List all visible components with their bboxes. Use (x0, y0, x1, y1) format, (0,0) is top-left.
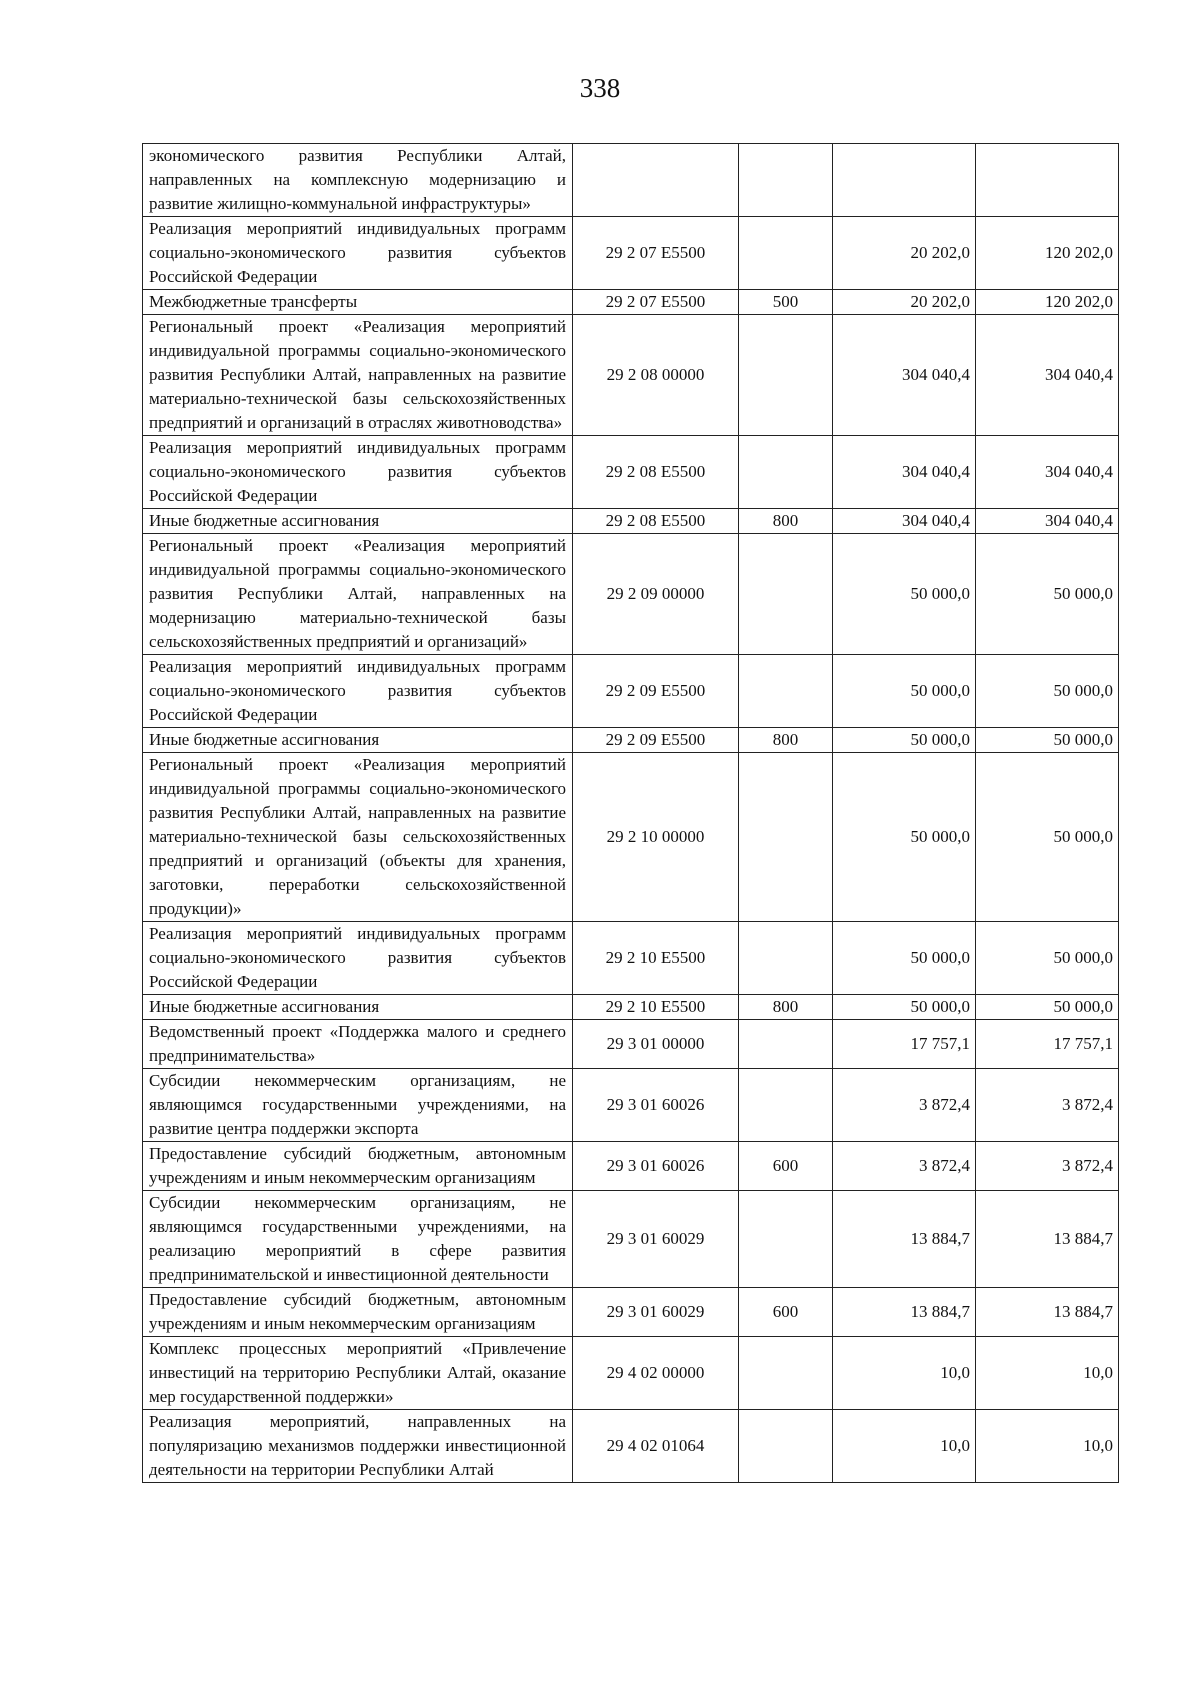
row-code-cell: 29 2 08 E5500 (573, 436, 739, 509)
row-amount-year1-cell: 3 872,4 (833, 1142, 976, 1191)
row-amount-year2-cell: 50 000,0 (976, 534, 1119, 655)
row-expense-type-cell: 800 (739, 995, 833, 1020)
row-amount-year2-cell: 304 040,4 (976, 436, 1119, 509)
row-code-cell: 29 4 02 00000 (573, 1337, 739, 1410)
row-name-cell: экономического развития Республики Алтай, направленных на комплексную модернизацию и развитие жилищно-коммунальной инфраструктуры» (143, 144, 573, 217)
row-name-cell: Предоставление субсидий бюджетным, автономным учреждениям и иным некоммерческим организациям (143, 1142, 573, 1191)
row-expense-type-cell (739, 1410, 833, 1483)
table-row (143, 1020, 1119, 1069)
row-name-cell: Реализация мероприятий индивидуальных программ социально-экономического развития субъектов Российской Федерации (143, 922, 573, 995)
row-expense-type-cell (739, 753, 833, 922)
row-name-cell: Субсидии некоммерческим организациям, не являющимся государственными учреждениями, на развитие центра поддержки экспорта (143, 1069, 573, 1142)
row-amount-year2-cell: 50 000,0 (976, 753, 1119, 922)
row-code-cell: 29 3 01 60026 (573, 1142, 739, 1191)
row-expense-type-cell (739, 534, 833, 655)
row-name-cell: Реализация мероприятий, направленных на популяризацию механизмов поддержки инвестиционной деятельности на территории Республики Алтай (143, 1410, 573, 1483)
row-amount-year1-cell: 50 000,0 (833, 922, 976, 995)
budget-table (142, 143, 1119, 1483)
row-name-cell: Реализация мероприятий индивидуальных программ социально-экономического развития субъектов Российской Федерации (143, 655, 573, 728)
row-name-cell: Субсидии некоммерческим организациям, не являющимся государственными учреждениями, на реализацию мероприятий в сфере развития предпринимательской и инвестиционной деятельности (143, 1191, 573, 1288)
row-code-cell: 29 3 01 60026 (573, 1069, 739, 1142)
row-amount-year1-cell: 20 202,0 (833, 290, 976, 315)
row-code-cell: 29 2 07 E5500 (573, 290, 739, 315)
row-expense-type-cell (739, 217, 833, 290)
row-name-cell: Региональный проект «Реализация мероприятий индивидуальной программы социально-экономического развития Республики Алтай, направленных на развитие материально-технической базы сельскохозяйственных предприятий и организаций (объекты для хранения, заготовки, переработки сельскохозяйственной продукции)» (143, 753, 573, 922)
row-expense-type-cell (739, 1020, 833, 1069)
row-amount-year2-cell: 3 872,4 (976, 1142, 1119, 1191)
row-expense-type-cell (739, 315, 833, 436)
row-amount-year2-cell: 50 000,0 (976, 995, 1119, 1020)
row-amount-year2-cell: 304 040,4 (976, 315, 1119, 436)
row-name-cell: Иные бюджетные ассигнования (143, 509, 573, 534)
row-expense-type-cell: 600 (739, 1142, 833, 1191)
row-code-cell (573, 144, 739, 217)
row-amount-year1-cell: 3 872,4 (833, 1069, 976, 1142)
table-row (143, 217, 1119, 290)
row-amount-year2-cell: 10,0 (976, 1410, 1119, 1483)
row-expense-type-cell (739, 1191, 833, 1288)
table-row (143, 290, 1119, 315)
row-name-cell: Региональный проект «Реализация мероприятий индивидуальной программы социально-экономического развития Республики Алтай, направленных на модернизацию материально-технической базы сельскохозяйственных предприятий и организаций» (143, 534, 573, 655)
row-expense-type-cell (739, 655, 833, 728)
row-amount-year1-cell: 50 000,0 (833, 655, 976, 728)
table-row (143, 315, 1119, 436)
row-expense-type-cell (739, 144, 833, 217)
page-number: 338 (579, 73, 621, 103)
row-amount-year2-cell: 50 000,0 (976, 922, 1119, 995)
row-expense-type-cell: 600 (739, 1288, 833, 1337)
row-code-cell: 29 2 08 00000 (573, 315, 739, 436)
budget-table-body (143, 144, 1119, 1483)
row-amount-year1-cell: 20 202,0 (833, 217, 976, 290)
table-row (143, 144, 1119, 217)
row-name-cell: Иные бюджетные ассигнования (143, 995, 573, 1020)
table-row (143, 1337, 1119, 1410)
row-name-cell: Региональный проект «Реализация мероприятий индивидуальной программы социально-экономического развития Республики Алтай, направленных на развитие материально-технической базы сельскохозяйственных предприятий и организаций в отраслях животноводства» (143, 315, 573, 436)
row-amount-year1-cell: 50 000,0 (833, 753, 976, 922)
row-code-cell: 29 2 10 00000 (573, 753, 739, 922)
row-amount-year1-cell: 304 040,4 (833, 315, 976, 436)
row-expense-type-cell: 800 (739, 728, 833, 753)
table-row (143, 995, 1119, 1020)
row-amount-year2-cell: 50 000,0 (976, 728, 1119, 753)
row-code-cell: 29 4 02 01064 (573, 1410, 739, 1483)
row-name-cell: Комплекс процессных мероприятий «Привлечение инвестиций на территорию Республики Алтай, оказание мер государственной поддержки» (143, 1337, 573, 1410)
row-amount-year1-cell: 13 884,7 (833, 1288, 976, 1337)
table-row (143, 1142, 1119, 1191)
row-amount-year2-cell: 120 202,0 (976, 290, 1119, 315)
row-code-cell: 29 2 08 E5500 (573, 509, 739, 534)
row-amount-year2-cell: 50 000,0 (976, 655, 1119, 728)
row-amount-year1-cell (833, 144, 976, 217)
row-name-cell: Иные бюджетные ассигнования (143, 728, 573, 753)
row-amount-year1-cell: 17 757,1 (833, 1020, 976, 1069)
row-amount-year1-cell: 13 884,7 (833, 1191, 976, 1288)
row-code-cell: 29 2 09 E5500 (573, 728, 739, 753)
row-code-cell: 29 3 01 60029 (573, 1288, 739, 1337)
row-code-cell: 29 2 09 E5500 (573, 655, 739, 728)
row-amount-year2-cell: 13 884,7 (976, 1288, 1119, 1337)
table-row (143, 1069, 1119, 1142)
table-row (143, 1288, 1119, 1337)
row-code-cell: 29 2 10 E5500 (573, 922, 739, 995)
table-row (143, 728, 1119, 753)
row-amount-year2-cell: 120 202,0 (976, 217, 1119, 290)
row-amount-year2-cell (976, 144, 1119, 217)
table-row (143, 1191, 1119, 1288)
row-amount-year1-cell: 10,0 (833, 1410, 976, 1483)
row-name-cell: Реализация мероприятий индивидуальных программ социально-экономического развития субъектов Российской Федерации (143, 436, 573, 509)
row-code-cell: 29 3 01 00000 (573, 1020, 739, 1069)
row-expense-type-cell: 500 (739, 290, 833, 315)
row-amount-year1-cell: 304 040,4 (833, 436, 976, 509)
row-expense-type-cell (739, 1337, 833, 1410)
row-amount-year1-cell: 50 000,0 (833, 534, 976, 655)
row-expense-type-cell: 800 (739, 509, 833, 534)
table-row (143, 436, 1119, 509)
row-amount-year1-cell: 50 000,0 (833, 995, 976, 1020)
row-code-cell: 29 3 01 60029 (573, 1191, 739, 1288)
table-row (143, 753, 1119, 922)
row-expense-type-cell (739, 1069, 833, 1142)
row-code-cell: 29 2 07 E5500 (573, 217, 739, 290)
row-amount-year2-cell: 17 757,1 (976, 1020, 1119, 1069)
row-code-cell: 29 2 09 00000 (573, 534, 739, 655)
table-row (143, 655, 1119, 728)
table-row (143, 509, 1119, 534)
row-name-cell: Предоставление субсидий бюджетным, автономным учреждениям и иным некоммерческим организациям (143, 1288, 573, 1337)
row-expense-type-cell (739, 922, 833, 995)
row-expense-type-cell (739, 436, 833, 509)
row-name-cell: Ведомственный проект «Поддержка малого и среднего предпринимательства» (143, 1020, 573, 1069)
row-amount-year2-cell: 3 872,4 (976, 1069, 1119, 1142)
table-row (143, 1410, 1119, 1483)
row-amount-year2-cell: 13 884,7 (976, 1191, 1119, 1288)
row-amount-year2-cell: 10,0 (976, 1337, 1119, 1410)
row-amount-year1-cell: 304 040,4 (833, 509, 976, 534)
table-row (143, 922, 1119, 995)
row-name-cell: Межбюджетные трансферты (143, 290, 573, 315)
row-amount-year2-cell: 304 040,4 (976, 509, 1119, 534)
row-code-cell: 29 2 10 E5500 (573, 995, 739, 1020)
row-name-cell: Реализация мероприятий индивидуальных программ социально-экономического развития субъектов Российской Федерации (143, 217, 573, 290)
table-row (143, 534, 1119, 655)
row-amount-year1-cell: 10,0 (833, 1337, 976, 1410)
row-amount-year1-cell: 50 000,0 (833, 728, 976, 753)
